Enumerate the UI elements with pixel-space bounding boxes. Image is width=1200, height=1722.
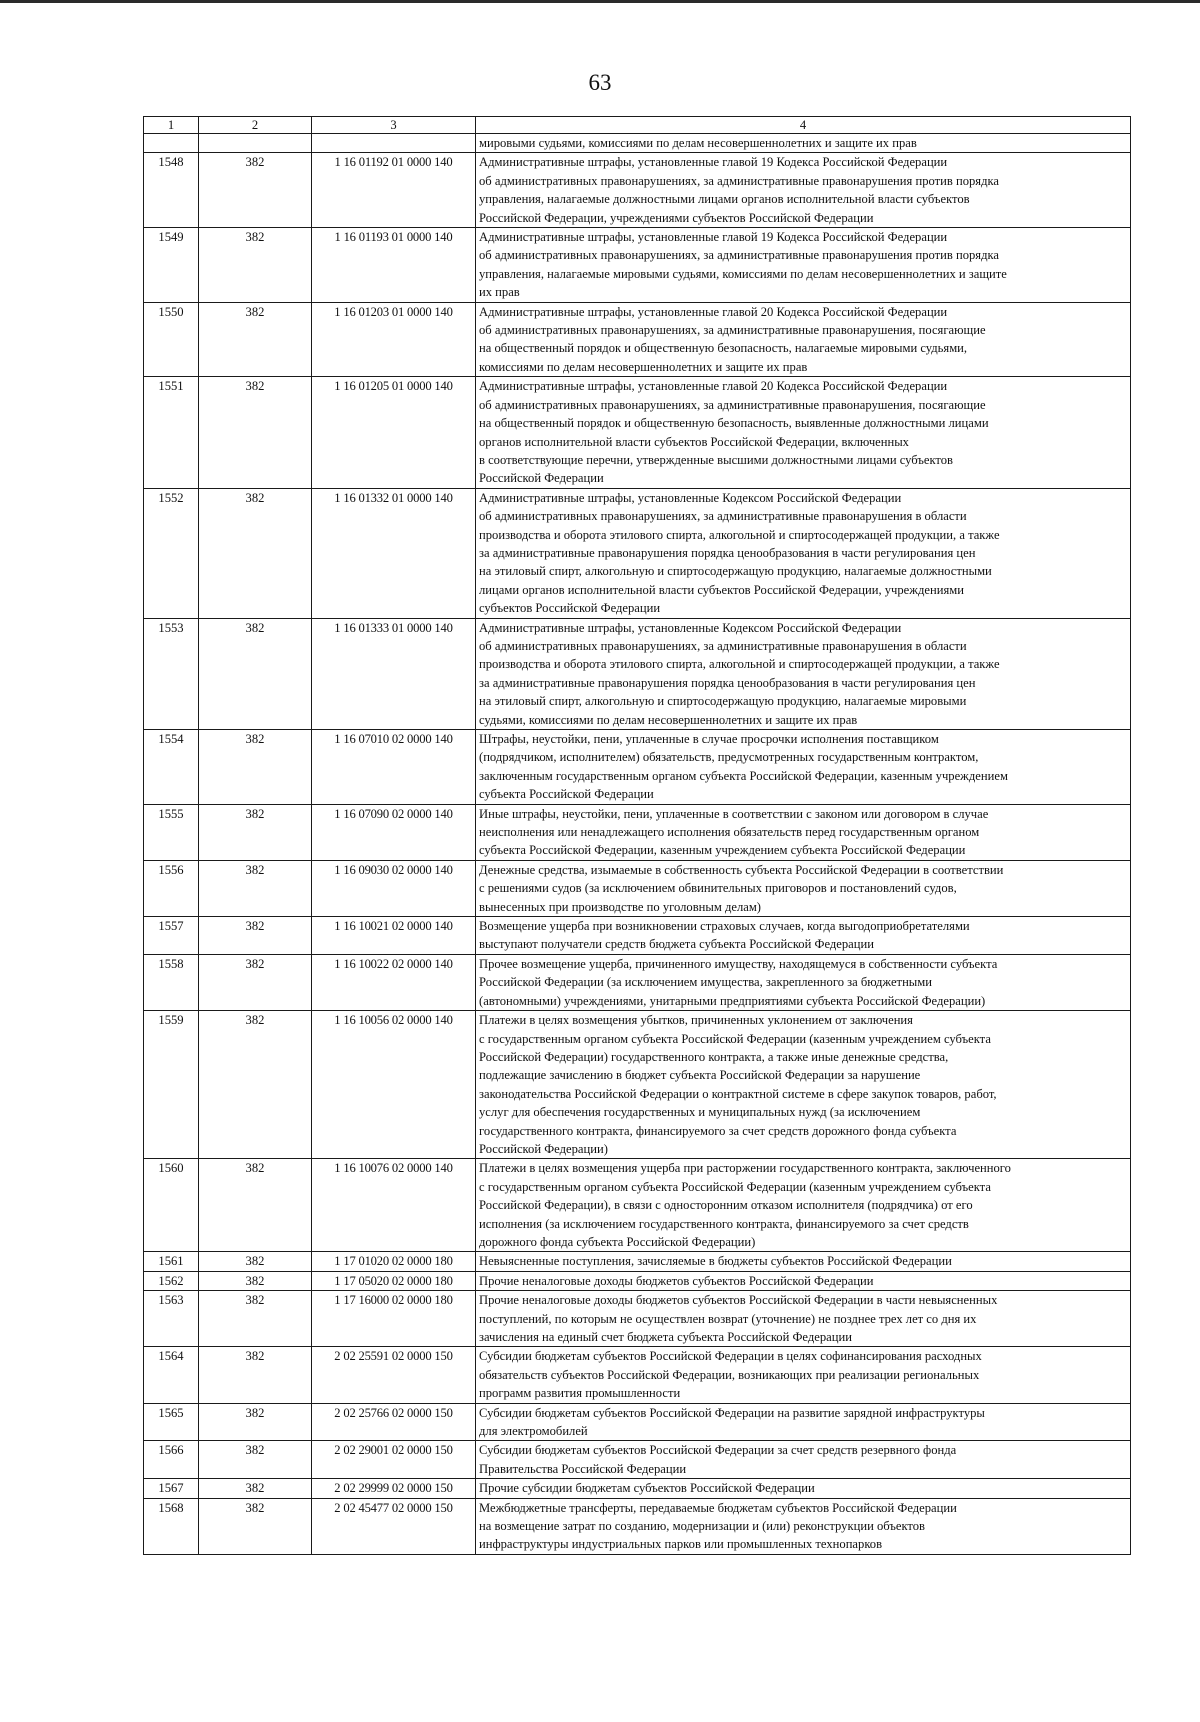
description-cell — [476, 1271, 1131, 1290]
budget-code-cell: 1 17 05020 02 0000 180 — [312, 1271, 476, 1290]
row-number-cell: 1551 — [144, 377, 199, 488]
column-header-1: 1 — [144, 117, 199, 134]
description-cell — [476, 618, 1131, 729]
description-line: мировыми судьями, комиссиями по делам несовершеннолетних и защите их прав — [479, 136, 917, 150]
description-line: неисполнения или ненадлежащего исполнения обязательств перед государственным органом — [479, 825, 980, 840]
row-number-cell: 1558 — [144, 954, 199, 1010]
description-line: об административных правонарушениях, за административные правонарушения против порядка — [479, 248, 1000, 263]
description-line: об административных правонарушениях, за административные правонарушения, посягающие — [479, 397, 986, 412]
description-line: (автономными) учреждениями, унитарными предприятиями субъекта Российской Федерации) — [479, 993, 986, 1008]
table-row — [144, 860, 1131, 916]
table-row — [144, 302, 1131, 377]
description-line: Штрафы, неустойки, пени, уплаченные в случае просрочки исполнения поставщиком — [479, 732, 939, 746]
description-line: выступают получатели средств бюджета субъекта Российской Федерации — [479, 937, 874, 952]
admin-code-cell: 382 — [199, 1159, 312, 1252]
table-row — [144, 228, 1131, 303]
scan-edge — [0, 0, 1200, 3]
budget-code-cell: 2 02 45477 02 0000 150 — [312, 1498, 476, 1554]
row-number-cell: 1564 — [144, 1347, 199, 1403]
description-line: Российской Федерации — [479, 471, 604, 486]
row-number-cell: 1557 — [144, 917, 199, 955]
table-body — [144, 117, 1131, 1555]
description-cell — [476, 860, 1131, 916]
continuation-num-cell — [144, 134, 199, 153]
table-row — [144, 1291, 1131, 1347]
table-row — [144, 153, 1131, 228]
description-cell — [476, 302, 1131, 377]
budget-code-cell: 1 16 09030 02 0000 140 — [312, 860, 476, 916]
description-line: Административные штрафы, установленные Кодексом Российской Федерации — [479, 620, 902, 635]
description-line: подлежащие зачислению в бюджет субъекта Российской Федерации за нарушение — [479, 1068, 921, 1083]
row-number-cell: 1554 — [144, 730, 199, 805]
description-line: комиссиями по делам несовершеннолетних и защите их прав — [479, 359, 808, 374]
description-line: в соответствующие перечни, утвержденные высшими должностными лицами субъектов — [479, 452, 953, 467]
budget-code-cell: 2 02 25591 02 0000 150 — [312, 1347, 476, 1403]
budget-code-cell: 1 16 10076 02 0000 140 — [312, 1159, 476, 1252]
description-line: зачисления на единый счет бюджета субъекта Российской Федерации — [479, 1330, 852, 1344]
budget-code-cell: 2 02 29999 02 0000 150 — [312, 1479, 476, 1498]
description-line: Прочие неналоговые доходы бюджетов субъектов Российской Федерации в части невыясненных — [479, 1293, 998, 1308]
description-line: органов исполнительной власти субъектов Российской Федерации, включенных — [479, 434, 909, 449]
description-line: субъекта Российской Федерации, казенным учреждением субъекта Российской Федерации — [479, 843, 966, 858]
description-line: Прочие неналоговые доходы бюджетов субъектов Российской Федерации — [479, 1273, 874, 1288]
description-line: об административных правонарушениях, за административные правонарушения против порядка — [479, 173, 1000, 188]
table-row — [144, 1498, 1131, 1554]
description-line: Денежные средства, изымаемые в собственность субъекта Российской Федерации в соответствии — [479, 862, 1004, 877]
table-row — [144, 1347, 1131, 1403]
budget-code-cell: 1 16 10056 02 0000 140 — [312, 1011, 476, 1159]
row-number-cell: 1568 — [144, 1498, 199, 1554]
budget-code-cell: 1 16 01193 01 0000 140 — [312, 228, 476, 303]
description-cell — [476, 917, 1131, 955]
budget-code-cell: 2 02 25766 02 0000 150 — [312, 1403, 476, 1441]
admin-code-cell: 382 — [199, 917, 312, 955]
description-cell — [476, 1403, 1131, 1441]
admin-code-cell: 382 — [199, 1479, 312, 1498]
description-line: производства и оборота этилового спирта, алкогольной и спиртосодержащей продукции, а также — [479, 527, 1000, 542]
description-line: об административных правонарушениях, за административные правонарушения в области — [479, 509, 967, 524]
description-line: исполнения (за исключением государственного контракта, финансируемого за счет средств — [479, 1216, 969, 1231]
budget-code-cell: 2 02 29001 02 0000 150 — [312, 1441, 476, 1479]
description-line: Правительства Российской Федерации — [479, 1461, 687, 1476]
description-cell — [476, 1498, 1131, 1554]
description-line: за административные правонарушения порядка ценообразования в части регулирования цен — [479, 675, 976, 690]
description-line: поступлений, по которым не осуществлен возврат (уточнение) не позднее трех лет со дня их — [479, 1311, 977, 1326]
budget-code-cell: 1 16 01205 01 0000 140 — [312, 377, 476, 488]
description-line: (подрядчиком, исполнителем) обязательств, предусмотренных государственным контрактом, — [479, 750, 979, 765]
description-line: на общественный порядок и общественную безопасность, налагаемые мировыми судьями, — [479, 341, 968, 356]
description-line: на общественный порядок и общественную безопасность, выявленные должностными лицами — [479, 416, 989, 431]
continuation-row — [144, 134, 1131, 153]
description-line: их прав — [479, 285, 520, 300]
admin-code-cell: 382 — [199, 377, 312, 488]
description-line: Российской Федерации) государственного контракта, а также иные денежные средства, — [479, 1049, 949, 1064]
description-line: лицами органов исполнительной власти субъектов Российской Федерации, учреждениями — [479, 582, 964, 597]
budget-code-cell: 1 17 01020 02 0000 180 — [312, 1252, 476, 1271]
description-line: государственного контракта, финансируемого за счет средств дорожного фонда субъекта — [479, 1123, 957, 1138]
table-row — [144, 917, 1131, 955]
description-line: Субсидии бюджетам субъектов Российской Федерации в целях софинансирования расходных — [479, 1349, 982, 1364]
description-line: Платежи в целях возмещения ущерба при расторжении государственного контракта, заключенного — [479, 1161, 1011, 1176]
budget-code-cell: 1 16 07090 02 0000 140 — [312, 804, 476, 860]
row-number-cell: 1559 — [144, 1011, 199, 1159]
table-row — [144, 730, 1131, 805]
description-line: Прочие субсидии бюджетам субъектов Российской Федерации — [479, 1481, 815, 1496]
column-header-4: 4 — [476, 117, 1131, 134]
description-cell — [476, 1479, 1131, 1498]
description-line: Российской Федерации, учреждениями субъектов Российской Федерации — [479, 210, 874, 225]
description-line: субъекта Российской Федерации — [479, 787, 654, 802]
description-line: на этиловый спирт, алкогольную и спиртосодержащую продукцию, налагаемые должностными — [479, 564, 992, 579]
admin-code-cell: 382 — [199, 860, 312, 916]
table-row — [144, 1441, 1131, 1479]
description-line: управления, налагаемые мировыми судьями, комиссиями по делам несовершеннолетних и защите — [479, 266, 1007, 281]
description-line: Административные штрафы, установленные главой 19 Кодекса Российской Федерации — [479, 155, 948, 170]
admin-code-cell: 382 — [199, 730, 312, 805]
continuation-description-cell — [476, 134, 1131, 153]
table-row — [144, 488, 1131, 618]
description-cell — [476, 1159, 1131, 1252]
row-number-cell: 1565 — [144, 1403, 199, 1441]
description-line: производства и оборота этилового спирта, алкогольной и спиртосодержащей продукции, а также — [479, 657, 1000, 672]
description-line: Административные штрафы, установленные главой 20 Кодекса Российской Федерации — [479, 379, 948, 394]
admin-code-cell: 382 — [199, 1498, 312, 1554]
description-line: программ развития промышленности — [479, 1386, 681, 1401]
budget-code-cell: 1 16 07010 02 0000 140 — [312, 730, 476, 805]
description-cell — [476, 377, 1131, 488]
row-number-cell: 1566 — [144, 1441, 199, 1479]
row-number-cell: 1548 — [144, 153, 199, 228]
admin-code-cell: 382 — [199, 954, 312, 1010]
budget-code-cell: 1 17 16000 02 0000 180 — [312, 1291, 476, 1347]
continuation-code-cell — [312, 134, 476, 153]
row-number-cell: 1556 — [144, 860, 199, 916]
admin-code-cell: 382 — [199, 153, 312, 228]
table-row — [144, 954, 1131, 1010]
description-line: с решениями судов (за исключением обвинительных приговоров и постановлений судов, — [479, 881, 957, 896]
description-line: управления, налагаемые должностными лицами органов исполнительной власти субъектов — [479, 192, 970, 207]
description-cell — [476, 1291, 1131, 1347]
table-row — [144, 1159, 1131, 1252]
description-line: обязательств субъектов Российской Федерации, возникающих при реализации региональных — [479, 1367, 980, 1382]
table-row — [144, 1271, 1131, 1290]
description-line: Российской Федерации), в связи с односторонним отказом исполнителя (подрядчика) от его — [479, 1198, 973, 1213]
description-cell — [476, 1441, 1131, 1479]
description-line: услуг для обеспечения государственных и муниципальных нужд (за исключением — [479, 1105, 921, 1120]
description-line: судьями, комиссиями по делам несовершеннолетних и защите их прав — [479, 712, 858, 727]
row-number-cell: 1552 — [144, 488, 199, 618]
description-line: Межбюджетные трансферты, передаваемые бюджетам субъектов Российской Федерации — [479, 1500, 957, 1515]
description-line: для электромобилей — [479, 1424, 588, 1439]
row-number-cell: 1550 — [144, 302, 199, 377]
table-row — [144, 1011, 1131, 1159]
description-cell — [476, 488, 1131, 618]
row-number-cell: 1560 — [144, 1159, 199, 1252]
description-line: дорожного фонда субъекта Российской Федерации) — [479, 1234, 756, 1249]
description-cell — [476, 804, 1131, 860]
budget-code-cell: 1 16 01203 01 0000 140 — [312, 302, 476, 377]
description-cell — [476, 228, 1131, 303]
admin-code-cell: 382 — [199, 1271, 312, 1290]
row-number-cell: 1563 — [144, 1291, 199, 1347]
admin-code-cell: 382 — [199, 488, 312, 618]
description-line: Российской Федерации) — [479, 1141, 608, 1156]
table-row — [144, 1479, 1131, 1498]
description-line: Субсидии бюджетам субъектов Российской Федерации за счет средств резервного фонда — [479, 1443, 957, 1458]
admin-code-cell: 382 — [199, 1011, 312, 1159]
description-line: об административных правонарушениях, за административные правонарушения в области — [479, 638, 967, 653]
table-row — [144, 804, 1131, 860]
description-line: за административные правонарушения порядка ценообразования в части регулирования цен — [479, 545, 976, 560]
table-row — [144, 1403, 1131, 1441]
table-row — [144, 618, 1131, 729]
description-line: Административные штрафы, установленные главой 19 Кодекса Российской Федерации — [479, 230, 948, 245]
admin-code-cell: 382 — [199, 1252, 312, 1271]
admin-code-cell: 382 — [199, 1291, 312, 1347]
row-number-cell: 1549 — [144, 228, 199, 303]
budget-code-cell: 1 16 01332 01 0000 140 — [312, 488, 476, 618]
admin-code-cell: 382 — [199, 302, 312, 377]
description-line: на возмещение затрат по созданию, модернизации и (или) реконструкции объектов — [479, 1519, 925, 1534]
budget-code-cell: 1 16 10021 02 0000 140 — [312, 917, 476, 955]
column-header-3: 3 — [312, 117, 476, 134]
revenue-codes-table — [143, 116, 1131, 1555]
admin-code-cell: 382 — [199, 1441, 312, 1479]
description-cell — [476, 1011, 1131, 1159]
admin-code-cell: 382 — [199, 804, 312, 860]
row-number-cell: 1567 — [144, 1479, 199, 1498]
description-cell — [476, 730, 1131, 805]
description-line: Административные штрафы, установленные Кодексом Российской Федерации — [479, 490, 902, 505]
description-line: Административные штрафы, установленные главой 20 Кодекса Российской Федерации — [479, 304, 948, 319]
budget-code-cell: 1 16 01192 01 0000 140 — [312, 153, 476, 228]
description-line: на этиловый спирт, алкогольную и спиртосодержащую продукцию, налагаемые мировыми — [479, 694, 967, 709]
description-line: Возмещение ущерба при возникновении страховых случаев, когда выгодоприобретателями — [479, 919, 970, 934]
description-cell — [476, 153, 1131, 228]
budget-code-cell: 1 16 10022 02 0000 140 — [312, 954, 476, 1010]
description-line: заключенным государственным органом субъекта Российской Федерации, казенным учреждением — [479, 768, 1008, 783]
admin-code-cell: 382 — [199, 228, 312, 303]
table-row — [144, 1252, 1131, 1271]
budget-code-cell: 1 16 01333 01 0000 140 — [312, 618, 476, 729]
row-number-cell: 1555 — [144, 804, 199, 860]
description-cell — [476, 1347, 1131, 1403]
description-line: с государственным органом субъекта Российской Федерации (казенным учреждением субъекта — [479, 1179, 991, 1194]
description-line: Платежи в целях возмещения убытков, причиненных уклонением от заключения — [479, 1013, 913, 1028]
row-number-cell: 1562 — [144, 1271, 199, 1290]
row-number-cell: 1561 — [144, 1252, 199, 1271]
description-line: инфраструктуры индустриальных парков или промышленных технопарков — [479, 1537, 883, 1552]
continuation-admin-cell — [199, 134, 312, 153]
description-line: Субсидии бюджетам субъектов Российской Федерации на развитие зарядной инфраструктуры — [479, 1405, 985, 1420]
column-header-2: 2 — [199, 117, 312, 134]
admin-code-cell: 382 — [199, 618, 312, 729]
description-cell — [476, 1252, 1131, 1271]
description-cell — [476, 954, 1131, 1010]
description-line: Невыясненные поступления, зачисляемые в бюджеты субъектов Российской Федерации — [479, 1254, 952, 1269]
page-number: 63 — [588, 70, 612, 95]
description-line: законодательства Российской Федерации о контрактной системе в сфере закупок товаров, работ, — [479, 1086, 997, 1101]
table-row — [144, 377, 1131, 488]
admin-code-cell: 382 — [199, 1403, 312, 1441]
description-line: вынесенных при производстве по уголовным делам) — [479, 899, 761, 914]
description-line: Иные штрафы, неустойки, пени, уплаченные в соответствии с законом или договором в случае — [479, 806, 989, 821]
table-header-row — [144, 117, 1131, 134]
description-line: об административных правонарушениях, за административные правонарушения, посягающие — [479, 323, 986, 338]
description-line: с государственным органом субъекта Российской Федерации (казенным учреждением субъекта — [479, 1031, 991, 1046]
description-line: Российской Федерации (за исключением имущества, закрепленного за бюджетными — [479, 975, 932, 990]
description-line: субъектов Российской Федерации — [479, 601, 661, 616]
admin-code-cell: 382 — [199, 1347, 312, 1403]
description-line: Прочее возмещение ущерба, причиненного имуществу, находящемуся в собственности субъекта — [479, 956, 998, 971]
row-number-cell: 1553 — [144, 618, 199, 729]
